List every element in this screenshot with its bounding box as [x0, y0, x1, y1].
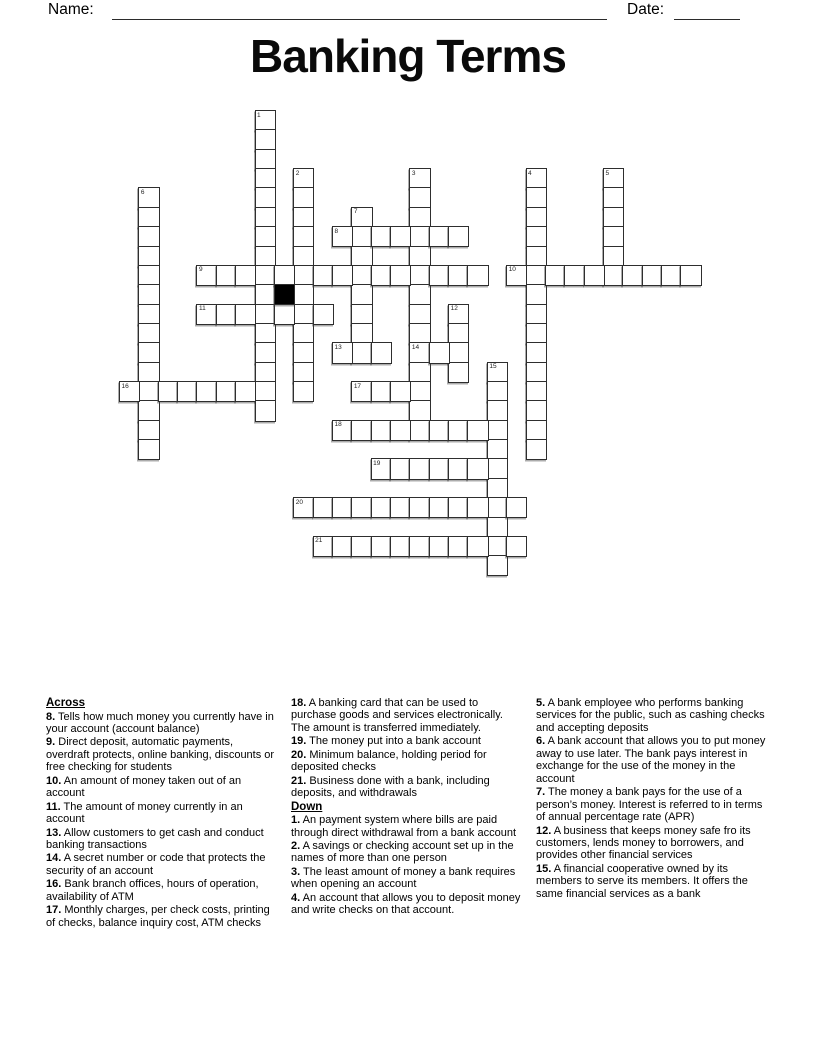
grid-cell[interactable]	[487, 517, 508, 538]
clue-number: 5.	[536, 697, 546, 709]
grid-cell[interactable]	[274, 265, 295, 286]
cell-number: 4	[528, 169, 532, 177]
grid-cell[interactable]	[255, 304, 276, 325]
grid-cell[interactable]	[255, 129, 276, 150]
grid-cell[interactable]	[293, 497, 314, 518]
cell-number: 17	[353, 382, 362, 390]
grid-cell[interactable]	[526, 420, 547, 441]
grid-cell[interactable]	[351, 497, 372, 518]
clue-text: Direct deposit, automatic payments, overdraft protects, online banking, discounts or free checking for students	[46, 736, 275, 774]
cell-number: 8	[334, 227, 339, 235]
grid-cell[interactable]	[487, 497, 508, 518]
grid-cell[interactable]	[409, 420, 430, 441]
grid-cell[interactable]	[390, 536, 411, 557]
cell-number: 10	[508, 266, 516, 274]
grid-cell[interactable]	[255, 362, 276, 383]
clue-number: 7.	[536, 786, 546, 799]
grid-cell[interactable]	[138, 246, 159, 267]
grid-cell[interactable]	[429, 497, 450, 518]
grid-cell[interactable]	[332, 420, 353, 441]
cell-number: 3	[411, 169, 416, 177]
grid-cell[interactable]	[429, 458, 450, 479]
grid-cell[interactable]	[448, 420, 469, 441]
grid-cell[interactable]	[351, 207, 372, 228]
grid-cell[interactable]	[487, 555, 508, 576]
clue-text: The money a bank pays for the use of a person’s money. Interest is referred to in terms of annual percentage rate (APR)	[536, 786, 763, 824]
clue-item	[291, 814, 523, 839]
grid-cell[interactable]	[371, 536, 392, 557]
grid-cell[interactable]	[467, 265, 488, 286]
clue-number: 6.	[536, 735, 546, 748]
grid-cell[interactable]	[409, 536, 430, 557]
grid-cell[interactable]	[409, 362, 430, 383]
grid-cell[interactable]	[313, 265, 334, 286]
grid-cell[interactable]	[293, 323, 314, 344]
clue-number: 16.	[46, 878, 62, 891]
grid-cell[interactable]	[293, 207, 314, 228]
cell-number: 15	[489, 363, 497, 371]
clue-text: An payment system where bills are paid through direct withdrawal from a bank account	[291, 814, 517, 839]
grid-cell[interactable]	[332, 265, 353, 286]
cell-number: 11	[198, 305, 206, 313]
grid-cell[interactable]	[119, 381, 140, 402]
cell-number: 14	[411, 343, 420, 351]
grid-cell[interactable]	[487, 458, 508, 479]
grid-cell[interactable]	[255, 246, 276, 267]
grid-cell[interactable]	[448, 323, 469, 344]
grid-cell[interactable]	[448, 226, 469, 247]
grid-cell[interactable]	[138, 323, 159, 344]
grid-cell[interactable]	[526, 342, 547, 363]
clue-text: The amount of money currently in an account	[46, 800, 243, 826]
clue-number: 18.	[291, 697, 307, 709]
clue-item	[291, 866, 523, 891]
clue-item	[291, 735, 523, 747]
grid-cell[interactable]	[409, 246, 430, 267]
grid-cell[interactable]	[526, 207, 547, 228]
clue-item	[536, 825, 768, 862]
grid-cell[interactable]	[409, 265, 430, 286]
grid-cell[interactable]	[526, 323, 547, 344]
grid-cell[interactable]	[313, 304, 334, 325]
grid-cell[interactable]	[526, 439, 547, 460]
clue-number: 10.	[46, 774, 62, 787]
clue-text: Monthly charges, per check costs, printing of checks, balance inquiry cost, ATM checks	[46, 904, 270, 929]
clue-item	[291, 840, 523, 865]
grid-cell[interactable]	[255, 226, 276, 247]
grid-cell[interactable]	[429, 226, 450, 247]
grid-cell[interactable]	[138, 362, 159, 383]
grid-cell[interactable]	[642, 265, 663, 286]
cell-number: 9	[198, 266, 203, 274]
cell-number: 16	[121, 382, 129, 390]
clue-item	[46, 801, 278, 826]
grid-cell[interactable]	[351, 536, 372, 557]
grid-cell[interactable]	[255, 187, 276, 208]
grid-cell[interactable]	[487, 478, 508, 499]
grid-cell[interactable]	[255, 168, 276, 189]
clue-number: 9.	[46, 736, 56, 749]
grid-cell[interactable]	[429, 342, 450, 363]
grid-cell[interactable]	[351, 342, 372, 363]
clue-text: Minimum balance, holding period for deposited checks	[291, 748, 487, 774]
grid-cell[interactable]	[255, 400, 276, 421]
grid-cell[interactable]	[603, 187, 624, 208]
grid-cell[interactable]	[138, 207, 159, 228]
clue-item	[46, 736, 278, 773]
cell-number: 7	[353, 208, 358, 216]
grid-cell[interactable]	[409, 207, 430, 228]
clue-text: Tells how much money you currently have in your account (account balance)	[46, 710, 274, 735]
grid-cell[interactable]	[526, 362, 547, 383]
clue-number: 8.	[46, 710, 56, 723]
grid-cell[interactable]	[390, 420, 411, 441]
grid-cell[interactable]	[138, 400, 159, 421]
grid-cell[interactable]	[138, 304, 159, 325]
crossword-grid	[119, 110, 702, 578]
grid-cell[interactable]	[448, 304, 469, 325]
grid-cell[interactable]	[390, 497, 411, 518]
clue-item	[46, 775, 278, 800]
grid-cell[interactable]	[351, 265, 372, 286]
grid-cell[interactable]	[351, 323, 372, 344]
grid-cell[interactable]	[448, 536, 469, 557]
cell-number: 19	[373, 459, 381, 467]
grid-cell[interactable]	[467, 458, 488, 479]
cell-number: 20	[295, 498, 303, 506]
clue-item	[46, 878, 278, 903]
grid-cell[interactable]	[138, 420, 159, 441]
clue-text: An account that allows you to deposit money and write checks on that account.	[291, 891, 521, 917]
clue-item	[46, 904, 278, 929]
grid-cell[interactable]	[429, 536, 450, 557]
grid-cell[interactable]	[409, 284, 430, 305]
grid-cell[interactable]	[409, 400, 430, 421]
clue-number: 17.	[46, 904, 62, 917]
grid-cell[interactable]	[293, 342, 314, 363]
grid-cell[interactable]	[351, 284, 372, 305]
clue-text: Allow customers to get cash and conduct banking transactions	[46, 826, 264, 852]
grid-cell[interactable]	[351, 381, 372, 402]
grid-cell[interactable]	[409, 323, 430, 344]
name-label: Name:	[48, 1, 94, 18]
grid-cell[interactable]	[409, 381, 430, 402]
grid-cell[interactable]	[680, 265, 701, 286]
clue-item	[291, 892, 523, 917]
clue-text: Bank branch offices, hours of operation, availability of ATM	[46, 878, 259, 903]
grid-cell[interactable]	[390, 226, 411, 247]
grid-cell[interactable]	[313, 497, 334, 518]
grid-cell[interactable]	[216, 265, 237, 286]
grid-cell[interactable]	[332, 342, 353, 363]
grid-cell[interactable]	[138, 284, 159, 305]
grid-cell[interactable]	[409, 342, 430, 363]
clue-number: 20.	[291, 748, 307, 761]
grid-cell[interactable]	[293, 381, 314, 402]
clue-text: A banking card that can be used to purchase goods and services electronically. The amount is transferred immediately.	[291, 697, 503, 734]
clue-text: A financial cooperative owned by its members to serve its members. It offers the same financial services as a bank	[536, 862, 748, 900]
grid-cell[interactable]	[293, 265, 314, 286]
grid-cell[interactable]	[487, 420, 508, 441]
grid-cell[interactable]	[506, 536, 527, 557]
cell-number: 21	[315, 537, 323, 545]
cell-number: 5	[605, 169, 610, 177]
page-title: Banking Terms	[250, 30, 566, 82]
grid-cell[interactable]	[603, 226, 624, 247]
grid-cell[interactable]	[255, 323, 276, 344]
grid-cell[interactable]	[371, 226, 392, 247]
grid-cell[interactable]	[487, 381, 508, 402]
grid-cell[interactable]	[409, 304, 430, 325]
grid-cell[interactable]	[313, 536, 334, 557]
down-heading: Down	[291, 800, 323, 813]
grid-cell[interactable]	[622, 265, 643, 286]
grid-cell[interactable]	[448, 362, 469, 383]
grid-cell[interactable]	[274, 304, 295, 325]
grid-cell[interactable]	[235, 304, 256, 325]
grid-cell[interactable]	[255, 342, 276, 363]
grid-cell[interactable]	[661, 265, 682, 286]
clue-text: A bank account that allows you to put money away to use later. The bank pays interest in exchange for the use of the money in the account	[536, 735, 766, 785]
clue-item	[46, 711, 278, 736]
grid-cell[interactable]	[332, 497, 353, 518]
clue-item	[46, 827, 278, 852]
grid-cell[interactable]	[409, 187, 430, 208]
grid-cell[interactable]	[390, 265, 411, 286]
grid-cell[interactable]	[467, 497, 488, 518]
grid-cell[interactable]	[293, 246, 314, 267]
grid-cell[interactable]	[584, 265, 605, 286]
grid-cell[interactable]	[603, 265, 624, 286]
grid-cell[interactable]	[255, 284, 276, 305]
grid-cell[interactable]	[526, 168, 547, 189]
grid-cell[interactable]	[255, 381, 276, 402]
grid-cell[interactable]	[371, 458, 392, 479]
grid-cell[interactable]	[409, 497, 430, 518]
grid-cell[interactable]	[158, 381, 179, 402]
grid-cell[interactable]	[390, 458, 411, 479]
clue-text: A savings or checking account set up in the names of more than one person	[291, 840, 514, 865]
clue-text: A secret number or code that protects the security of an account	[46, 852, 266, 877]
cell-number: 18	[334, 421, 342, 429]
clue-item	[291, 775, 523, 800]
grid-cell[interactable]	[351, 226, 372, 247]
cell-number: 13	[334, 343, 342, 351]
grid-cell[interactable]	[371, 381, 392, 402]
cell-number: 6	[140, 188, 145, 196]
grid-cell[interactable]	[409, 458, 430, 479]
grid-cell[interactable]	[255, 207, 276, 228]
grid-cell[interactable]	[255, 149, 276, 170]
grid-cell[interactable]	[409, 168, 430, 189]
across-heading: Across	[46, 697, 85, 709]
clue-number: 13.	[46, 826, 62, 839]
grid-cell[interactable]	[138, 265, 159, 286]
black-cell	[274, 284, 295, 305]
clues-column-3	[536, 697, 768, 901]
grid-cell[interactable]	[196, 381, 217, 402]
clue-number: 14.	[46, 852, 62, 865]
grid-cell[interactable]	[293, 226, 314, 247]
clue-text: An amount of money taken out of an account	[46, 774, 242, 800]
grid-cell[interactable]	[371, 497, 392, 518]
grid-cell[interactable]	[371, 265, 392, 286]
clue-item	[536, 735, 768, 785]
grid-cell[interactable]	[429, 265, 450, 286]
grid-cell[interactable]	[138, 381, 159, 402]
grid-cell[interactable]	[526, 187, 547, 208]
grid-cell[interactable]	[526, 381, 547, 402]
grid-cell[interactable]	[506, 497, 527, 518]
grid-cell[interactable]	[526, 400, 547, 421]
grid-cell[interactable]	[603, 168, 624, 189]
clue-number: 11.	[46, 800, 61, 813]
grid-cell[interactable]	[138, 226, 159, 247]
grid-cell[interactable]	[448, 342, 469, 363]
grid-cell[interactable]	[448, 497, 469, 518]
date-input-line[interactable]	[674, 1, 740, 20]
grid-cell[interactable]	[409, 226, 430, 247]
grid-cell[interactable]	[526, 226, 547, 247]
grid-cell[interactable]	[390, 381, 411, 402]
grid-cell[interactable]	[448, 458, 469, 479]
grid-cell[interactable]	[177, 381, 198, 402]
clue-number: 12.	[536, 824, 552, 837]
grid-cell[interactable]	[138, 187, 159, 208]
clue-item	[291, 697, 523, 734]
clue-item	[46, 852, 278, 877]
grid-cell[interactable]	[196, 304, 217, 325]
clue-item	[291, 749, 523, 774]
grid-cell[interactable]	[293, 187, 314, 208]
grid-cell[interactable]	[293, 168, 314, 189]
grid-cell[interactable]	[351, 304, 372, 325]
cell-number: 12	[450, 305, 458, 313]
grid-cell[interactable]	[216, 381, 237, 402]
grid-cell[interactable]	[487, 400, 508, 421]
grid-cell[interactable]	[332, 226, 353, 247]
grid-cell[interactable]	[293, 362, 314, 383]
grid-cell[interactable]	[467, 536, 488, 557]
grid-cell[interactable]	[138, 439, 159, 460]
grid-cell[interactable]	[603, 246, 624, 267]
grid-cell[interactable]	[235, 265, 256, 286]
grid-cell[interactable]	[448, 265, 469, 286]
grid-cell[interactable]	[603, 207, 624, 228]
grid-cell[interactable]	[526, 284, 547, 305]
clue-number: 2.	[291, 840, 301, 853]
clue-text: Business done with a bank, including deposits, and withdrawals	[291, 774, 490, 800]
grid-cell[interactable]	[487, 536, 508, 557]
clue-number: 4.	[291, 891, 301, 904]
grid-cell[interactable]	[196, 265, 217, 286]
clue-number: 1.	[291, 814, 301, 827]
grid-cell[interactable]	[526, 246, 547, 267]
grid-cell[interactable]	[371, 420, 392, 441]
grid-cell[interactable]	[293, 304, 314, 325]
grid-cell[interactable]	[332, 536, 353, 557]
clues-column-2	[291, 697, 523, 918]
grid-cell[interactable]	[138, 342, 159, 363]
cell-number: 2	[295, 169, 300, 177]
grid-cell[interactable]	[351, 420, 372, 441]
grid-cell[interactable]	[293, 284, 314, 305]
grid-cell[interactable]	[467, 420, 488, 441]
date-label: Date:	[627, 1, 665, 18]
grid-cell[interactable]	[351, 246, 372, 267]
clue-number: 21.	[291, 774, 307, 787]
grid-cell[interactable]	[487, 362, 508, 383]
grid-cell[interactable]	[216, 304, 237, 325]
clue-item	[536, 697, 768, 734]
grid-cell[interactable]	[235, 381, 256, 402]
grid-cell[interactable]	[564, 265, 585, 286]
grid-cell[interactable]	[487, 439, 508, 460]
grid-cell[interactable]	[506, 265, 527, 286]
clue-number: 19.	[291, 735, 307, 748]
clue-text: The money put into a bank account	[306, 735, 481, 748]
grid-cell[interactable]	[371, 342, 392, 363]
grid-cell[interactable]	[429, 420, 450, 441]
clue-text: A business that keeps money safe fro its customers, lends money to borrowers, and provides other financial services	[536, 824, 751, 862]
grid-cell[interactable]	[255, 265, 276, 286]
grid-cell[interactable]	[545, 265, 566, 286]
grid-cell[interactable]	[526, 304, 547, 325]
clue-text: The least amount of money a bank requires when opening an account	[291, 865, 516, 891]
clue-item	[536, 863, 768, 900]
clue-item	[536, 786, 768, 823]
clue-number: 3.	[291, 865, 301, 878]
cell-number: 1	[257, 111, 261, 119]
clue-text: A bank employee who performs banking services for the public, such as cashing checks and accepting deposits	[536, 697, 765, 734]
grid-cell[interactable]	[526, 265, 547, 286]
clues-column-1	[46, 697, 278, 930]
name-input-line[interactable]	[112, 1, 607, 20]
grid-cell[interactable]	[255, 110, 276, 131]
clue-number: 15.	[536, 862, 552, 875]
